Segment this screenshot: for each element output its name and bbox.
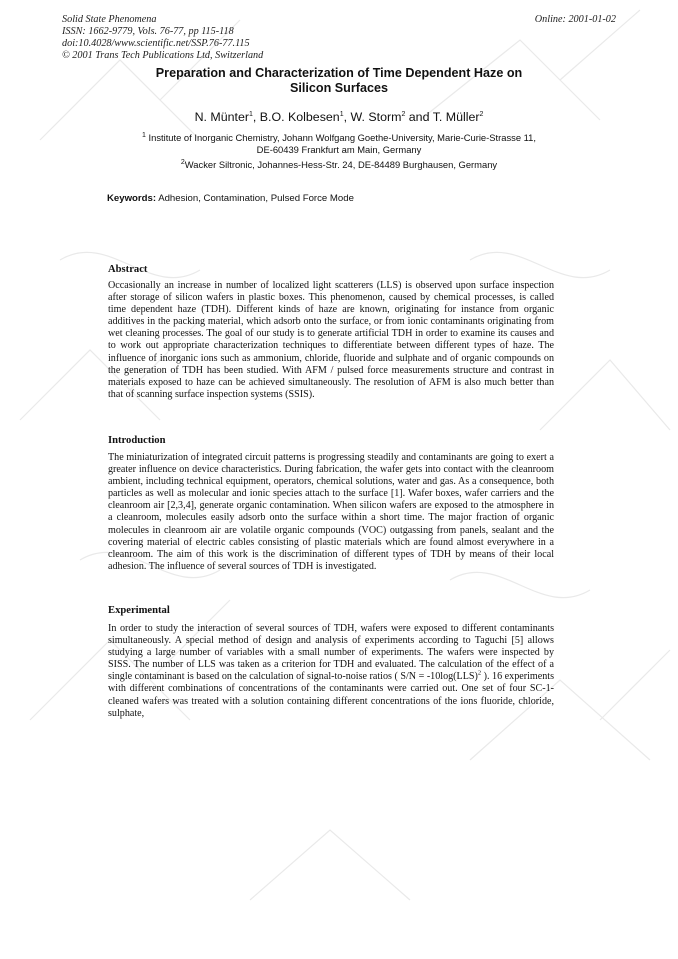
journal-doi: doi:10.4028/www.scientific.net/SSP.76-77.115: [62, 38, 250, 49]
experimental-text: [108, 623, 554, 720]
introduction-text: The miniaturization of integrated circuit patterns is progressing steadily and contaminants are going to exert a greater influence on device characteristics. During fabrication, the wafer gets into contact with the cleanroom ambient, including technical equipment, operators, chemical solutions, water and gas. As a consequence, both particles as well as molecular and ionic species attach to the surface [1]. Wafer boxes, wafer carriers and the cleanroom air [2,3,4], generate organic contamination. When silicon wafers are exposed to the atmosphere in a cleanroom, molecules easily adsorb onto the surface within a short time. The major fraction of organic molecules in cleanroom air are volatile organic compounds (VOC) outgassing from panels, sealant and the covering material of electric cables consisting of plastic materials which are found almost everywhere in a cleanroom. The aim of this work is the discrimination of different types of TDH by means of their local adhesion. The influence of several sources of TDH is investigated.: [108, 452, 554, 572]
abstract-heading: Abstract: [108, 264, 148, 275]
author-affiliation-mark: 2: [479, 110, 484, 118]
affiliation-1: [108, 132, 570, 156]
affiliation-line: Wacker Siltronic, Johannes-Hess-Str. 24, DE-84489 Burghausen, Germany: [184, 159, 498, 170]
online-date: Online: 2001-01-02: [534, 14, 616, 25]
journal-copyright: © 2001 Trans Tech Publications Ltd, Switzerland: [62, 50, 264, 61]
keywords: [107, 193, 354, 204]
keywords-text: Adhesion, Contamination, Pulsed Force Mode: [158, 193, 354, 204]
experimental-heading: Experimental: [108, 605, 170, 616]
affiliation-line: Institute of Inorganic Chemistry, Johann Wolfgang Goethe-University, Marie-Curie-Strasse 11,: [148, 132, 536, 143]
author-list: [100, 110, 578, 124]
journal-name: Solid State Phenomena: [62, 14, 157, 25]
paper-title-line-1: Preparation and Characterization of Time Dependent Haze on: [155, 66, 523, 80]
author-affiliation-mark: 2: [401, 110, 406, 118]
author-name: W. Storm: [350, 110, 402, 124]
author-name: T. Müller: [432, 110, 480, 124]
author-affiliation-mark: 1: [248, 110, 253, 118]
author-conjunction: and: [405, 110, 433, 124]
affiliation-mark: 1: [141, 131, 146, 139]
experimental-text-part: ). 16 experiments with different combinations of concentrations of the contaminants were carried out. One set of four SC-1-cleaned wafers was treated with a solution containing different concentrations of the ions fluoride, chloride, sulphate,: [108, 671, 554, 719]
author-separator: ,: [252, 110, 260, 124]
journal-issn: ISSN: 1662-9779, Vols. 76-77, pp 115-118: [62, 26, 234, 37]
abstract-text: Occasionally an increase in number of localized light scatterers (LLS) is observed upon surface inspection after storage of silicon wafers in plastic boxes. This phenomenon, caused by chemical processes, is called time dependent haze (TDH). Different kinds of haze are known, originating for instance from organic additives in the packing material, which adsorb onto the surface, or from ionic contaminants originating from wet cleaning processes. The goal of our study is to generate artificial TDH in order to examine its causes and to work out appropriate characterization techniques to differentiate between different types of haze. The influence of inorganic ions such as ammonium, chloride, fluoride and sulphate and of organic compounds on the generation of TDH has been studied. With AFM / pulsed force measurements structure and contrast in materials exposed to haze can be achieved simultaneously. The resolution of AFM is also much better than that of scanning surface inspection systems (SSIS).: [108, 280, 554, 400]
author-separator: ,: [343, 110, 351, 124]
affiliation-mark: 2: [180, 158, 185, 166]
introduction-heading: Introduction: [108, 435, 166, 446]
keywords-label: Keywords:: [107, 193, 157, 204]
affiliation-line: DE-60439 Frankfurt am Main, Germany: [256, 144, 422, 155]
paper-title-line-2: Silicon Surfaces: [290, 81, 388, 95]
author-name: N. Münter: [194, 110, 249, 124]
experimental-text-part: In order to study the interaction of several sources of TDH, wafers were exposed to different contaminants simultaneously. A special method of design and analysis of experiments according to Taguchi [5] allows studying a large number of variables with a small number of experiments. The wafers were inspected by SISS. The number of LLS was taken as a criterion for TDH and evaluated. The calculation of the effect of a single contaminant is based on the calculation of signal-to-noise ratios ( S/N = -10log(LLS): [108, 623, 554, 683]
author-affiliation-mark: 1: [339, 110, 344, 118]
author-name: B.O. Kolbesen: [259, 110, 340, 124]
affiliation-2: [108, 159, 570, 171]
paper-title: [100, 66, 578, 96]
formula-exponent: 2: [477, 670, 482, 678]
journal-info: [62, 14, 263, 62]
